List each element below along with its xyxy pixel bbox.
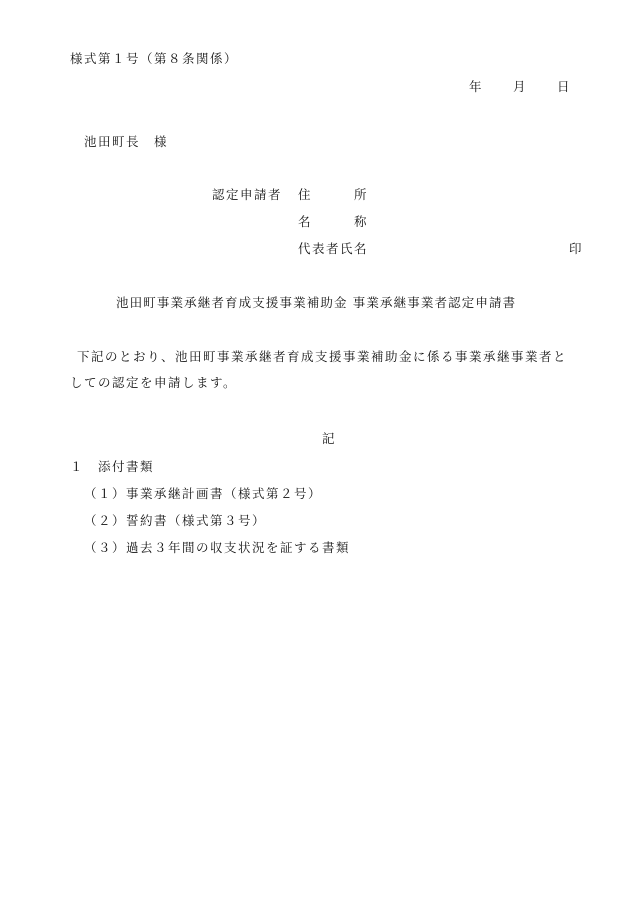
list-item: （３）過去３年間の収支状況を証する書類 xyxy=(84,540,351,555)
list-item: （１）事業承継計画書（様式第２号） xyxy=(84,486,323,501)
representative-label: 代表者氏名 xyxy=(298,241,369,256)
addressee: 池田町長 様 xyxy=(84,134,169,149)
applicant-role-label: 認定申請者 xyxy=(212,187,283,202)
date-year: 年 xyxy=(469,79,482,94)
name-label: 名 称 xyxy=(298,214,369,229)
seal-mark: 印 xyxy=(569,241,582,256)
ki-heading: 記 xyxy=(322,431,335,446)
form-number: 様式第１号（第８条関係） xyxy=(70,51,239,66)
section-heading: １ 添付書類 xyxy=(70,459,155,474)
body-line-2: しての認定を申請します。 xyxy=(70,375,238,390)
body-line-1: 下記のとおり、池田町事業承継者育成支援事業補助金に係る事業承継事業者と xyxy=(77,349,568,364)
date-day: 日 xyxy=(557,79,570,94)
address-label: 住 所 xyxy=(298,187,369,202)
document-title: 池田町事業承継者育成支援事業補助金 事業承継事業者認定申請書 xyxy=(116,295,517,310)
list-item: （２）誓約書（様式第３号） xyxy=(84,513,267,528)
date-month: 月 xyxy=(513,79,526,94)
